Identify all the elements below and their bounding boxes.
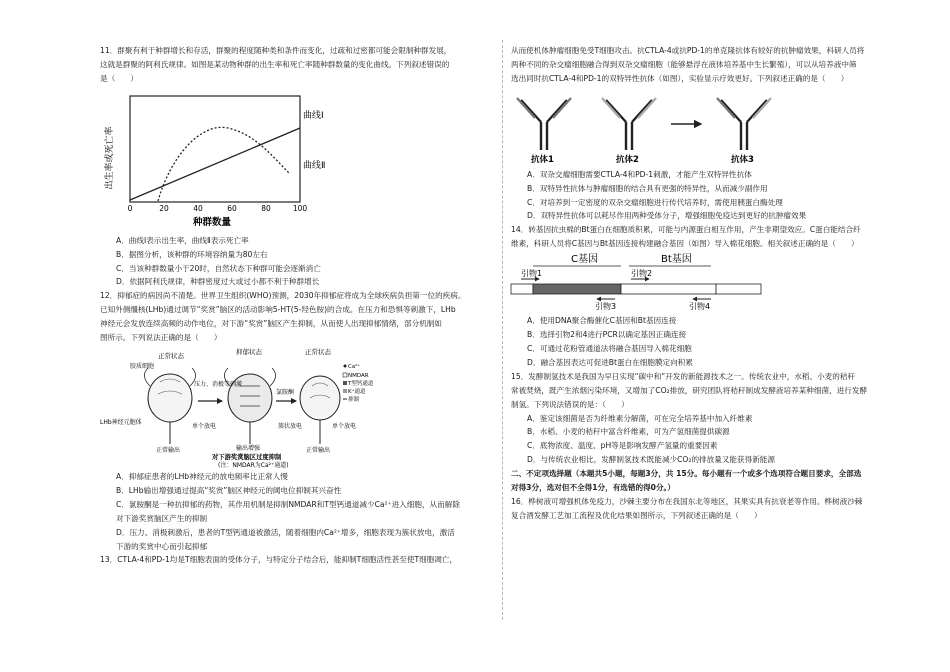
q12-neuron-depressed — [224, 368, 275, 444]
section-2-heading-line2: 对得3分，选对但不全得1分，有选错的得0分。） — [511, 483, 675, 493]
q12-stem-line1: 12．抑郁症的病因尚不清楚。世界卫生组织(WHO)预测，2030年抑郁症将成为全球疾病负担第一位的疾病。 — [100, 291, 466, 301]
q12-label-ketamine: 氯胺酮 — [276, 388, 295, 396]
q11-stem-line2: 这就是群聚的阿利氏规律。如图是某动物种群的出生率和死亡率随种群数量的变化曲线。下列叙述错误的 — [100, 59, 450, 69]
q16-stem-line2: 复合酒发酵工艺加工流程及优化结果如图所示，下列叙述正确的是（ ） — [511, 510, 762, 520]
q15-option-c: C．底物浓度、温度、pH等是影响发酵产氢量的重要因素 — [527, 441, 718, 451]
q11-curve-2-label: 曲线Ⅱ — [303, 160, 326, 171]
q14-primer-1: 引物1 — [521, 269, 543, 279]
q11-stem-line3: 是（ ） — [100, 73, 138, 83]
q12-neuron-normal-left — [144, 368, 195, 444]
q12-label-normal-left: 正常状态 — [158, 351, 184, 360]
q16-stem-line1: 16．桦树液可增强机体免疫力，沙棘主要分布在我国东北等地区，其果实具有抗衰老等作用。桦树液沙棘 — [511, 496, 863, 506]
q12-option-d-line1: D．压力、消极刺激后，患者的T型钙通道被激活，随着细胞内Ca²⁺增多，细胞表现为簇状放电，激活 — [116, 527, 455, 537]
q11-xtick-60: 60 — [227, 203, 237, 213]
column-divider — [502, 40, 503, 620]
q12-legend-k: K⁺通道 — [348, 388, 366, 395]
q13-antibody-3 — [717, 98, 771, 150]
q15-option-d: D．与传统农业相比，发酵制氢技术既能减少CO₂的排放量又能获得新能源 — [527, 455, 775, 465]
q14-option-d: D．融合基因表达可促进Bt蛋白在细胞膜定向积累 — [527, 357, 693, 367]
q14-primer-4: 引物4 — [689, 302, 711, 312]
q15-stem-line3: 制氢。下列说法错误的是：（ ） — [511, 399, 629, 409]
q12-label-single2: 单个放电 — [332, 422, 357, 430]
q12-caption2: (注：NMDAR为Ca²⁺通道) — [218, 461, 289, 469]
q11-option-c: C．当该种群数量小于20时，自然状态下种群可能会逐渐消亡 — [116, 263, 321, 273]
q12-label-normal-right: 正常状态 — [305, 347, 331, 356]
q12-legend-nmdar: NMDAR — [348, 372, 369, 379]
q11-curve-1-label: 曲线Ⅰ — [303, 110, 324, 121]
q12-legend-t: T型钙通道 — [348, 380, 374, 387]
section-2-heading-line1: 二、不定项选择题（本题共5小题，每题3分，共 15分。每小题有一个或多个选项符合题目要求，全部选 — [511, 469, 862, 479]
q12-neuron-normal-right — [300, 376, 340, 444]
q11-curve-1 — [130, 128, 300, 200]
q14-bt-gene-label: Bt基因 — [661, 254, 692, 266]
q15-option-a: A．鉴定该细菌是否为纤维素分解菌，可在完全培养基中加入纤维素 — [527, 413, 753, 423]
q13-antibody-2-label: 抗体2 — [616, 154, 639, 165]
q14-stem-line2: 维素，科研人员将C基因与Bt基因连接构建融合基因（如图）导入棉花细胞。相关叙述正确的是（ ） — [511, 239, 859, 249]
q13-antibody-2 — [602, 98, 656, 150]
q14-stem-line1: 14．转基因抗虫棉的Bt蛋白在细胞质积累，可能与内源蛋白相互作用，产生非期望效应。C蛋白能结合纤 — [511, 225, 861, 235]
q13-antibody-1-label: 抗体1 — [531, 154, 554, 165]
left-column — [100, 44, 492, 567]
q15-option-b: B．水稻、小麦的秸秆中富含纤维素，可为产氢细菌提供碳源 — [527, 427, 730, 437]
q12-label-single1: 单个放电 — [192, 422, 217, 430]
q13-antibodies — [511, 88, 801, 164]
q14-bt-gene-block — [621, 284, 716, 294]
q12-option-c-line1: C．氯胺酮是一种抗抑郁的药物，其作用机制是抑制NMDAR和T型钙通道减少Ca²⁺进入细胞，从而解除 — [116, 499, 460, 509]
q12-label-out-normal2: 正常输出 — [306, 446, 331, 454]
q11-xtick-20: 20 — [159, 203, 169, 213]
q12-label-out-normal: 正常输出 — [156, 446, 181, 454]
q13-option-c: C．对培养到一定密度的双杂交瘤细胞进行传代培养时，需使用胰蛋白酶处理 — [527, 197, 783, 207]
q11-option-d: D．依据阿利氏规律，种群密度过大或过小都不利于种群增长 — [116, 277, 320, 287]
q14-dna-left-flank — [511, 284, 533, 294]
q14-primer-3: 引物3 — [595, 302, 617, 312]
q11-curve-2 — [158, 127, 290, 201]
q11-ylabel: 出生率或死亡率 — [105, 126, 115, 190]
q12-option-b: B．LHb输出增强通过提高“奖赏”脑区神经元的阈电位抑制其兴奋性 — [116, 485, 342, 495]
q12-legend-inhib: 抑制 — [348, 396, 360, 403]
q12-option-d-line2: 下游的奖赏中心而引起抑郁 — [116, 541, 208, 551]
q14-figure — [511, 252, 909, 312]
q11-option-a: A．曲线Ⅰ表示出生率，曲线Ⅱ表示死亡率 — [116, 235, 249, 245]
q12-stem-line4: 图所示。下列说法正确的是（ ） — [100, 333, 222, 343]
q12-stem-line3: 神经元会发放连续高频的动作电位，对下游“奖赏”脑区产生抑制，从而使人出现抑郁情绪，部分机制如 — [100, 319, 442, 329]
q14-c-gene-label: C基因 — [571, 254, 598, 266]
q11-x-ticks — [128, 204, 308, 213]
q13-option-d: D．双特异性抗体可以耗尽作用两种受体分子，增强细胞免疫达到更好的抗肿瘤效果 — [527, 211, 807, 221]
q14-primer-2: 引物2 — [631, 269, 653, 279]
q11-stem-line1: 11．群聚有利于种群增长和存活，群聚的程度随种类和条件而变化，过疏和过密都可能会限制种群发展， — [100, 46, 452, 55]
q12-stem-line2: 已知外侧缰核(LHb)通过调节“奖赏”脑区的活动影响5-HT(5-羟色胺)的合成。在压力和恐惧等刺激下，LHb — [100, 305, 456, 315]
q11-xtick-0: 0 — [127, 203, 133, 213]
q12-diagram — [100, 346, 374, 469]
q12-option-a: A．抑郁症患者的LHb神经元的放电频率比正常人慢 — [116, 471, 288, 481]
q13-option-b: B．双特异性抗体与肿瘤细胞的结合具有更强的特异性，从而减少副作用 — [527, 183, 768, 193]
q12-legend — [343, 363, 374, 403]
q12-figure — [100, 346, 492, 468]
q13-figure — [511, 88, 909, 164]
q14-gene-diagram — [511, 252, 771, 312]
q15-stem-line1: 15．发酵制氢技术是我国为早日实现“碳中和”开发的新能源技术之一。传统农业中，水稻、小麦的秸秆 — [511, 371, 856, 381]
q12-label-depressed: 抑郁状态 — [236, 347, 262, 356]
q11-xtick-40: 40 — [193, 203, 203, 213]
q11-option-b: B．据图分析，该种群的环境容纳量为80左右 — [116, 249, 268, 259]
q12-option-c-line2: 对下游奖赏脑区产生的抑制 — [116, 513, 208, 523]
q12-label-lhb: LHb神经元胞体 — [100, 418, 142, 426]
q11-chart — [100, 88, 340, 230]
q11-xtick-80: 80 — [261, 203, 271, 213]
q13-stem-line3: 两种不同的杂交瘤细胞融合得到双杂交瘤细胞（能够悬浮在液体培养基中生长繁殖），可以从培养液中筛 — [511, 59, 857, 69]
right-column — [511, 44, 909, 523]
q11-figure — [100, 88, 492, 230]
q11-xlabel: 种群数量 — [192, 216, 232, 228]
q14-dna-right-flank — [716, 284, 761, 294]
q13-antibody-3-label: 抗体3 — [731, 154, 754, 165]
q12-label-glia: 胶质细胞 — [130, 362, 155, 370]
q12-legend-ca: Ca²⁺ — [348, 363, 361, 370]
q15-stem-line2: 常被焚烧，既产生浓烟污染环境，又增加了CO₂排放，研究团队将秸秆制成发酵液培养某种细菌，进行发酵 — [511, 385, 868, 395]
q14-option-b: B．选择引物2和4进行PCR以确定基因正确连接 — [527, 330, 687, 340]
q12-label-out-inhib: 输出增强 — [236, 444, 261, 452]
q11-xtick-100: 100 — [292, 203, 308, 213]
q13-stem-line1: 13．CTLA-4和PD-1均是T细胞表面的受体分子，与特定分子结合后，能抑制T细胞活性甚至使T细胞凋亡， — [100, 555, 458, 565]
q12-label-stress: 压力、消极等刺激 — [194, 380, 243, 388]
q14-option-c: C．可通过花粉管通道法将融合基因导入棉花细胞 — [527, 343, 692, 353]
q14-c-gene-block — [533, 284, 621, 294]
q13-antibody-1 — [517, 98, 571, 150]
q12-label-burst: 簇状放电 — [278, 422, 303, 430]
q13-stem-line4: 选出同时抗CTLA-4和PD-1的双特异性抗体（如图），实验显示疗效更好。下列叙述正确的是（ ） — [511, 73, 849, 83]
q13-stem-line2: 从而使机体肿瘤细胞免受T细胞攻击。抗CTLA-4或抗PD-1的单克隆抗体有较好的抗肿瘤效果，科研人员将 — [511, 46, 865, 55]
q11-plot-frame — [130, 96, 300, 202]
q12-caption1: 对下游奖赏脑区过度抑制 — [212, 453, 282, 461]
q14-option-a: A．使用DNA聚合酶催化C基因和Bt基因连接 — [527, 316, 677, 326]
q13-option-a: A．双杂交瘤细胞需要CTLA-4和PD-1刺激，才能产生双特异性抗体 — [527, 169, 752, 179]
